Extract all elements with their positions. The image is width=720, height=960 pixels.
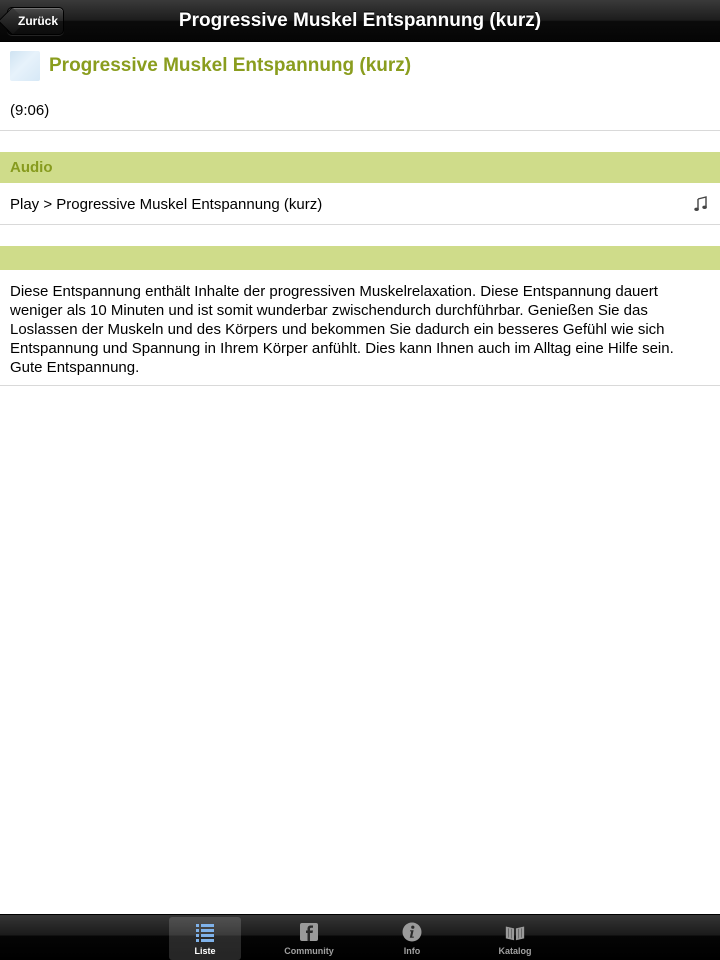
- section-header-description: [0, 246, 720, 270]
- tab-liste[interactable]: [169, 917, 241, 960]
- duration-row: [0, 90, 720, 131]
- info-icon: [401, 921, 423, 943]
- audio-play-item[interactable]: [0, 184, 720, 225]
- section-header-label: Audio: [10, 159, 53, 176]
- duration-text: (9:06): [10, 102, 50, 119]
- tab-info[interactable]: [376, 917, 448, 960]
- tab-label: Info: [403, 946, 421, 956]
- content-title: Progressive Muskel Entspannung (kurz): [49, 55, 412, 76]
- content-header: [0, 42, 720, 90]
- tab-katalog[interactable]: [479, 917, 551, 960]
- tab-community[interactable]: [273, 917, 345, 960]
- facebook-icon: [298, 921, 320, 943]
- tab-label: Katalog: [498, 946, 532, 956]
- navbar-title: Progressive Muskel Entspannung (kurz): [178, 10, 542, 31]
- thumbnail-image: [10, 51, 40, 81]
- tab-bar: [0, 914, 720, 960]
- navigation-bar: [0, 0, 720, 42]
- list-icon: [194, 921, 216, 943]
- description-row: [0, 270, 720, 386]
- book-icon: [504, 921, 526, 943]
- tab-label: Community: [284, 946, 334, 956]
- audio-play-label: Play > Progressive Muskel Entspannung (kurz): [10, 196, 323, 213]
- back-button-label: Zurück: [17, 14, 58, 28]
- tab-label: Liste: [194, 946, 216, 956]
- description-text: Diese Entspannung enthält Inhalte der progressiven Muskelrelaxation. Diese Entspannung dauert weniger als 10 Minuten und ist somit wunderbar zwischendurch durchführbar. Genießen Sie das Loslassen der Muskeln und des Körpers und bekommen Sie dadurch ein besseres Gefühl wie sich Entspannung und Spannung in Ihrem Körper anfühlt. Dies kann Ihnen auch im Alltag eine Hilfe sein. Gute Entspannung.: [10, 283, 674, 376]
- section-header-audio: [0, 152, 720, 183]
- back-button[interactable]: [7, 7, 64, 35]
- music-note-icon: [694, 196, 708, 212]
